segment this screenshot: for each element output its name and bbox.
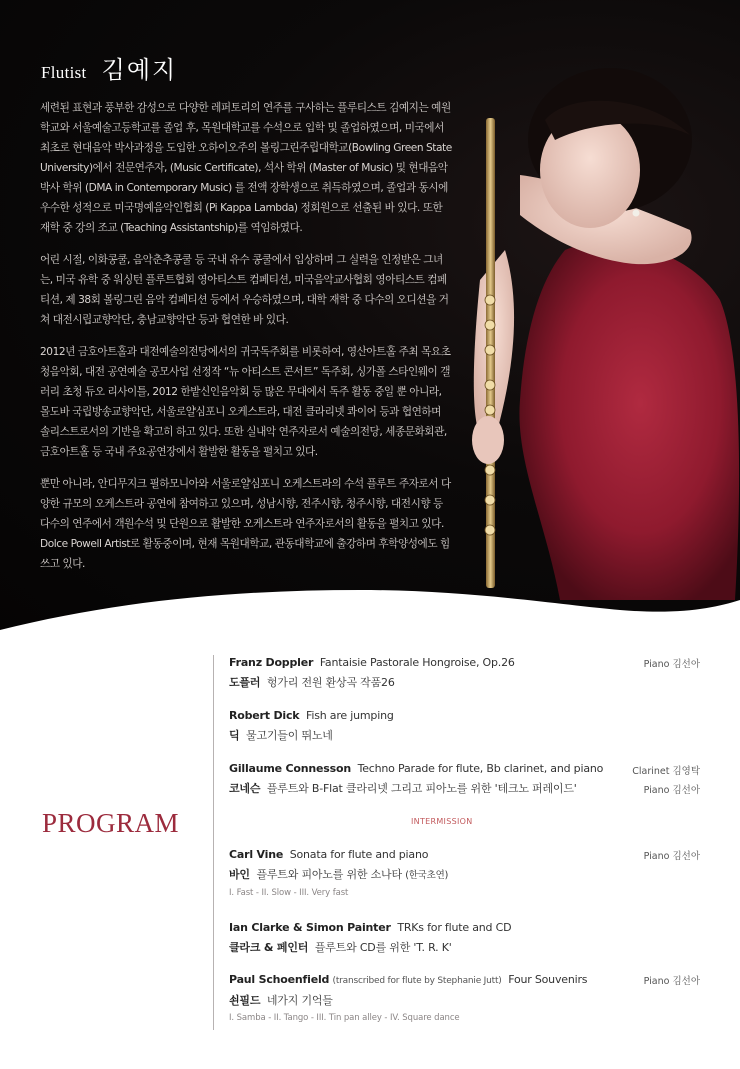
bio-paragraph: 2012년 금호아트홀과 대전예술의전당에서의 귀국독주회를 비롯하여, 영산아트홀 주최 목요초청음악회, 대전 공연예술 공모사업 선정작 “뉴 아티스트 콘서트” 독주회, 싱가폴 스타인웨이 갤러리 초청 듀오 리사이틀, 2012 한밭신인음악회 등 많은 무대에서 독주 활동 중일 뿐 아니라, 몰도바 국립방송교향악단, 서울로얄심포니 오케스트라, 대전 클라리넷 콰이어 등과 협연하며 솔리스트로서의 기반을 확고히 하고 있다. 또한 실내악 연주자로서 예술의전당, 세종문화회관, 금호아트홀 등 국내 주요공연장에서 활발한 활동을 펼치고 있다. — [40, 346, 451, 458]
composer-kr: 바인 — [229, 868, 250, 881]
title-en: Techno Parade for flute, Bb clarinet, and piano — [357, 762, 604, 775]
performer-label: Piano 김선아 — [643, 976, 700, 987]
title-kr: 헝가리 전원 환상곡 작품26 — [266, 676, 395, 689]
bio-paragraph: 어린 시절, 이화콩쿨, 음악춘추콩쿨 등 국내 유수 콩쿨에서 입상하며 그 실력을 인정받은 그녀는, 미국 유학 중 워싱턴 플루트협회 영아티스트 컴페티션, 미국음악교사협회 영아티스트 컴페티션, 제 38회 볼링그린 음악 컴페티션 등에서 우승하였으며, 대학 재학 중 다수의 오디션을 거쳐 대전시립교향악단, 충남교향악단 등과 협연한 바 있다. — [40, 254, 449, 326]
performer-label: Piano 김선아 — [643, 851, 700, 862]
composer-en: Ian Clarke & Simon Painter — [229, 921, 391, 934]
program-title: PROGRAM — [42, 808, 180, 838]
intermission-label: INTERMISSION — [411, 817, 473, 826]
title-en: Four Souvenirs — [508, 973, 588, 986]
movements: I. Fast - II. Slow - III. Very fast — [229, 888, 349, 898]
program-divider-line — [213, 655, 214, 1030]
biography — [40, 98, 452, 586]
bio-paragraph: 뿐만 아니라, 안디무지크 필하모니아와 서울로얄심포니 오케스트라의 수석 플루트 주자로서 다양한 규모의 오케스트라 공연에 참여하고 있으며, 성남시향, 전주시향, 청주시향, 대전시향 등 다수의 연주에서 객원수석 및 단원으로 활발한 오케스트라 연주자로서의 활동을 펼치고 있다. Dolce Powell Artist로 활동중이며, 현재 목원대학교, 관동대학교에 출강하며 후학양성에도 힘쓰고 있다. — [40, 478, 451, 570]
title-kr: 물고기들이 뛰노네 — [246, 729, 333, 742]
composer-kr: 코네슨 — [229, 782, 261, 795]
program-item — [229, 920, 709, 956]
composer-en: Gillaume Connesson — [229, 762, 351, 775]
composer-note: (transcribed for flute by Stephanie Jutt) — [332, 976, 502, 986]
bio-paragraph: 세련된 표현과 풍부한 감성으로 다양한 레퍼토리의 연주를 구사하는 플루티스트 김예지는 예원학교와 서울예술고등학교를 졸업 후, 목원대학교를 수석으로 입학 및 졸업하였으며, 미국에서 최초로 현대음악 박사과정을 도입한 오하이오주의 볼링그린주립대학교(Bowling Green State University)에서 전문연주자, (Music Certificate), 석사 학위 (Master of Music) 및 현대음악 박사 학위 (DMA in Contemporary Music) 를 전액 장학생으로 취득하였으며, 졸업과 동시에 우수한 성적으로 미국명예음악인협회 (Pi Kappa Lambda) 정회원으로 선출된 바 있다. 또한 재학 중 강의 조교 (Teaching Assistantship)를 역임하였다. — [40, 102, 452, 234]
title-kr: 플루트와 피아노를 위한 소나타 — [256, 868, 402, 881]
program-item — [229, 972, 709, 1023]
role-label: Flutist — [41, 63, 87, 82]
title-en: Sonata for flute and piano — [289, 848, 429, 861]
title-en: Fantaisie Pastorale Hongroise, Op.26 — [319, 656, 515, 669]
composer-kr: 도플러 — [229, 676, 261, 689]
title-en: Fish are jumping — [306, 709, 394, 722]
composer-en: Paul Schoenfield — [229, 973, 330, 986]
title-kr-note: (한국초연) — [405, 870, 449, 881]
profile-heading — [41, 50, 177, 85]
title-kr: 네가지 기억들 — [266, 994, 333, 1007]
artist-name: 김예지 — [101, 56, 178, 84]
composer-en: Carl Vine — [229, 848, 284, 861]
program-item — [229, 847, 709, 898]
composer-en: Franz Doppler — [229, 656, 314, 669]
composer-kr: 쇤필드 — [229, 994, 261, 1007]
title-kr: 플루트와 B-Flat 클라리넷 그리고 피아노를 위한 '테크노 퍼레이드' — [266, 782, 577, 795]
title-en: TRKs for flute and CD — [397, 921, 512, 934]
performer-label: Clarinet 김영탁 — [632, 766, 700, 777]
composer-kr: 딕 — [229, 729, 240, 742]
title-kr: 플루트와 CD를 위한 'T. R. K' — [314, 941, 452, 954]
performer-label: Piano 김선아 — [643, 659, 700, 670]
composer-kr: 클라크 & 페인터 — [229, 941, 309, 954]
performer-label: Piano 김선아 — [643, 785, 700, 796]
program-item — [229, 708, 709, 744]
program-item — [229, 655, 709, 691]
composer-en: Robert Dick — [229, 709, 300, 722]
movements: I. Samba - II. Tango - III. Tin pan alley - IV. Square dance — [229, 1013, 460, 1023]
